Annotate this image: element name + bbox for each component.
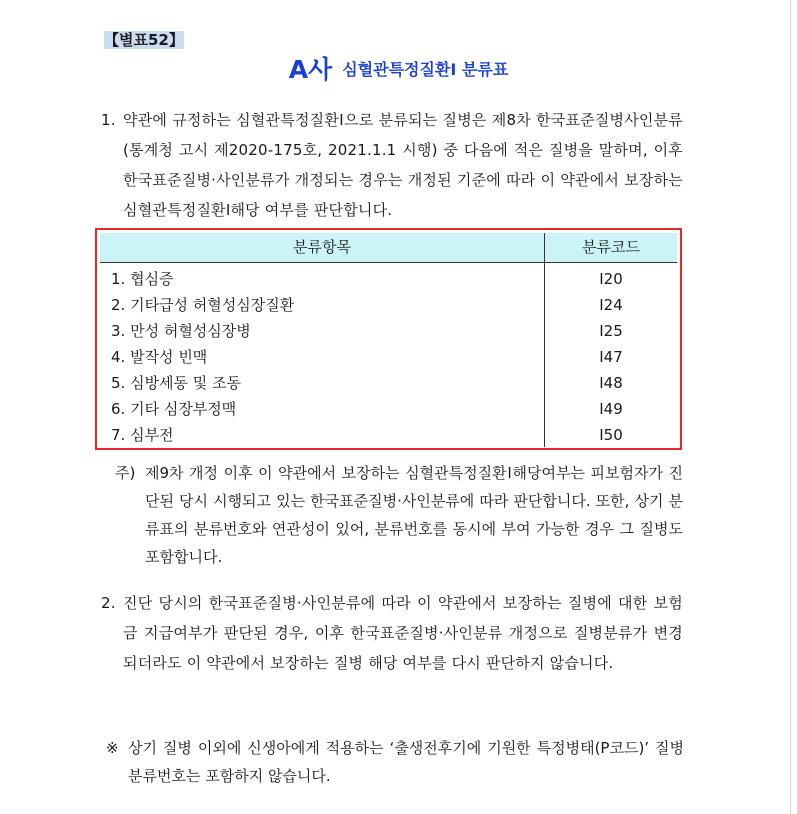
- disease-code: I20: [599, 270, 623, 288]
- table-row: [100, 318, 677, 344]
- disease-name: 3. 만성 허혈성심장병: [111, 322, 251, 340]
- disease-name: 4. 발작성 빈맥: [111, 348, 208, 366]
- disease-code: I48: [599, 374, 623, 392]
- header-item: 분류항목: [293, 238, 351, 256]
- appendix-label-text: 【별표52】: [104, 31, 184, 49]
- table-body: [100, 266, 677, 448]
- appendix-label: [104, 29, 184, 51]
- disease-name: 2. 기타급성 허혈성심장질환: [111, 296, 295, 314]
- classification-table: [95, 228, 682, 450]
- table-row: [100, 344, 677, 370]
- paragraph-1-text: 약관에 규정하는 심혈관특정질환Ⅰ으로 분류되는 질병은 제8차 한국표준질병사인분류(통계청 고시 제2020-175호, 2021.1.1 시행) 중 다음에 적은 질병을 말하며, 이후 한국표준질병·사인분류가 개정되는 경우는 개정된 기준에 따라 이 약관에서 보장하는 심혈관특정질환Ⅰ해당 여부를 판단합니다.: [123, 111, 683, 219]
- table-note: [115, 459, 683, 571]
- paragraph-2-number: 2.: [101, 594, 116, 612]
- paragraph-1: [101, 105, 683, 225]
- footnote: [106, 734, 684, 790]
- disease-code: I50: [599, 426, 623, 444]
- table-row: [100, 422, 677, 448]
- disease-name: 7. 심부전: [111, 426, 174, 444]
- paragraph-2-text: 진단 당시의 한국표준질병·사인분류에 따라 이 약관에서 보장하는 질병에 대한 보험금 지급여부가 판단된 경우, 이후 한국표준질병·사인분류 개정으로 질병분류가 변경되더라도 이 약관에서 보장하는 질병 해당 여부를 다시 판단하지 않습니다.: [123, 594, 683, 672]
- table-row: [100, 396, 677, 422]
- disease-code: I47: [599, 348, 623, 366]
- paragraph-1-number: 1.: [101, 111, 116, 129]
- company-name: A사: [288, 55, 333, 84]
- table-row: [100, 292, 677, 318]
- page-edge-divider: [790, 0, 791, 814]
- disease-code: I25: [599, 322, 623, 340]
- title-subject: 심혈관특정질환Ⅰ 분류표: [342, 59, 509, 79]
- note-text: 제9차 개정 이후 이 약관에서 보장하는 심혈관특정질환Ⅰ해당여부는 피보험자가 진단된 당시 시행되고 있는 한국표준질병·사인분류에 따라 판단합니다. 또한, 상기 분류표의 분류번호와 연관성이 있어, 분류번호를 동시에 부여 가능한 경우 그 질병도 포함합니다.: [145, 464, 683, 566]
- table-row: [100, 266, 677, 292]
- disease-name: 6. 기타 심장부정맥: [111, 400, 237, 418]
- footnote-text: 상기 질병 이외에 신생아에게 적용하는 ‘출생전후기에 기원한 특정병태(P코드)’ 질병분류번호는 포함하지 않습니다.: [128, 739, 684, 785]
- paragraph-2: [101, 588, 683, 678]
- table-row: [100, 370, 677, 396]
- disease-code: I24: [599, 296, 623, 314]
- disease-code: I49: [599, 400, 623, 418]
- disease-name: 1. 협심증: [111, 270, 174, 288]
- disease-name: 5. 심방세동 및 조동: [111, 374, 242, 392]
- table-header-row: [100, 233, 677, 263]
- header-code: 분류코드: [582, 238, 640, 256]
- reference-mark-icon: ※: [106, 739, 119, 757]
- note-mark: 주): [115, 464, 136, 482]
- document-title: [0, 50, 797, 86]
